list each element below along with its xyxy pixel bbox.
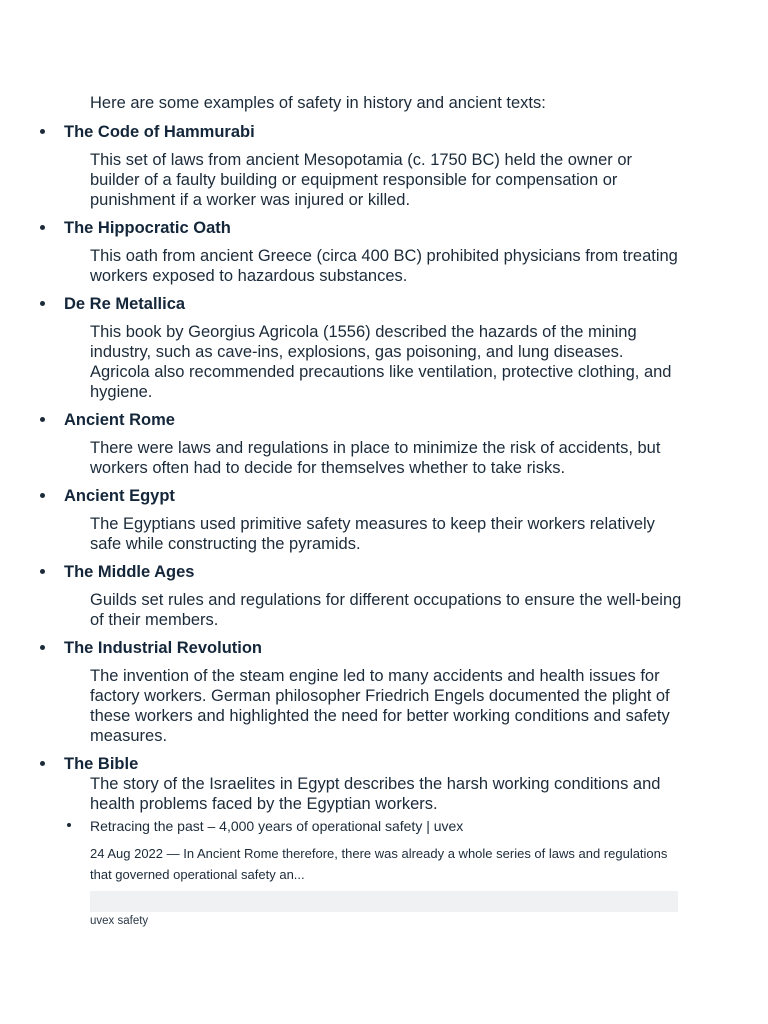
source-site-name: uvex safety <box>90 915 149 927</box>
source-citation <box>0 817 768 928</box>
source-link[interactable]: Retracing the past – 4,000 years of operational safety | uvex <box>90 818 464 834</box>
topic-title: The Bible <box>64 755 139 773</box>
bullet-icon <box>40 569 45 574</box>
source-preview-bar <box>90 891 678 912</box>
history-topics-list <box>0 122 768 928</box>
list-item-industrial-revolution <box>0 638 768 746</box>
topic-title: The Industrial Revolution <box>64 639 263 657</box>
list-item-middle-ages <box>0 562 768 630</box>
topic-description: This set of laws from ancient Mesopotamia (c. 1750 BC) held the owner or builder of a faulty building or equipment responsible for compensation or punishment if a worker was injured or killed. <box>90 151 632 209</box>
list-item-de-re-metallica <box>0 294 768 402</box>
bullet-icon <box>40 129 45 134</box>
topic-description: The story of the Israelites in Egypt describes the harsh working conditions and health problems faced by the Egyptian workers. <box>90 775 661 813</box>
bullet-icon <box>67 823 71 827</box>
bullet-icon <box>40 225 45 230</box>
topic-description: There were laws and regulations in place to minimize the risk of accidents, but workers often had to decide for themselves whether to take risks. <box>90 439 661 477</box>
list-item-ancient-egypt <box>0 486 768 554</box>
topic-title: De Re Metallica <box>64 295 186 313</box>
topic-title: Ancient Egypt <box>64 487 175 505</box>
topic-description: This oath from ancient Greece (circa 400 BC) prohibited physicians from treating workers exposed to hazardous substances. <box>90 247 678 285</box>
topic-title: Ancient Rome <box>64 411 175 429</box>
bullet-icon <box>40 645 45 650</box>
topic-description: This book by Georgius Agricola (1556) described the hazards of the mining industry, such as cave-ins, explosions, gas poisoning, and lung diseases. Agricola also recommended precautions like ventilation, protective clothing, and hygiene. <box>90 323 672 401</box>
topic-description: The Egyptians used primitive safety measures to keep their workers relatively safe while constructing the pyramids. <box>90 515 655 553</box>
intro-text: Here are some examples of safety in history and ancient texts: <box>90 94 546 112</box>
topic-title: The Code of Hammurabi <box>64 123 255 141</box>
bullet-icon <box>40 493 45 498</box>
topic-title: The Middle Ages <box>64 563 195 581</box>
bullet-icon <box>40 301 45 306</box>
bullet-icon <box>40 761 45 766</box>
topic-title: The Hippocratic Oath <box>64 219 231 237</box>
source-snippet: 24 Aug 2022 — In Ancient Rome therefore, there was already a whole series of laws and regulations that governed operational safety an... <box>90 846 668 882</box>
topic-description: Guilds set rules and regulations for different occupations to ensure the well-being of their members. <box>90 591 682 629</box>
list-item-the-bible <box>0 754 768 814</box>
list-item-hippocratic-oath <box>0 218 768 286</box>
list-item-code-of-hammurabi <box>0 122 768 210</box>
bullet-icon <box>40 417 45 422</box>
list-item-ancient-rome <box>0 410 768 478</box>
topic-description: The invention of the steam engine led to many accidents and health issues for factory workers. German philosopher Friedrich Engels documented the plight of these workers and highlighted the need for better working conditions and safety measures. <box>90 667 670 745</box>
